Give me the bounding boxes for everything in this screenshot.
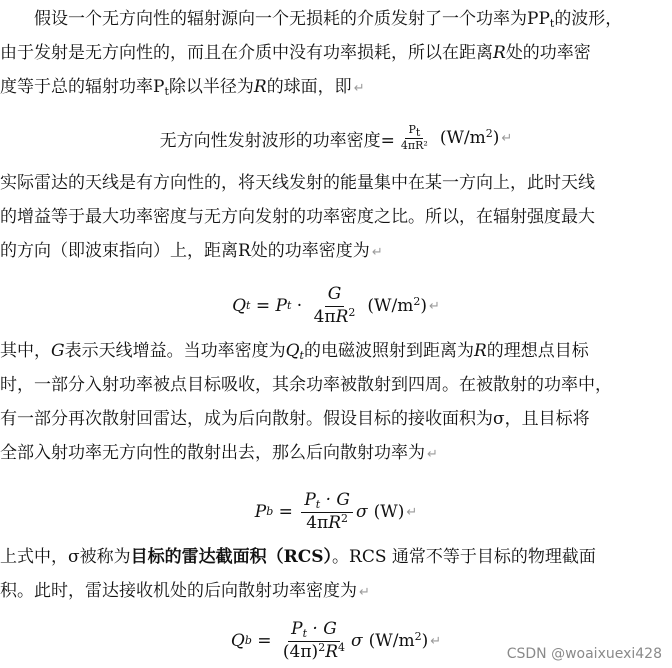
text-fragment: ) [492,128,500,148]
paragraph-mark: ↵ [371,245,383,260]
numerator [288,620,340,642]
text-fragment: 。RCS 通常不等于目标的物理截面 [332,547,596,567]
denominator [303,513,351,534]
text-span: 实际雷达的天线是有方向性的，将天线发射的能量集中在某一方向上，此时天线 [0,173,595,193]
text-fragment: (4π) [282,641,319,662]
text-fragment: 时，一部分入射功率被点目标吸收，其余功率被散射到四周。在被散射的功率中， [0,375,612,395]
fraction [398,124,431,152]
equation-2: Q t = P t · $\frac{G}{4\pi R^2}$ $(W/m^2)$ ↵ [232,283,440,327]
math-var: R [493,43,506,63]
text-span: P [538,9,550,29]
text-fragment: 积。此时，雷达接收机处的后向散射功率密度为 [0,581,357,601]
text-fragment: (W/m [439,128,486,148]
denominator [311,307,359,328]
math-var: P [275,296,287,316]
paragraph-mark: ↵ [359,585,370,600]
text-fragment: = [250,296,276,316]
text-fragment: (W/m [367,296,414,316]
math-var: Q [232,296,247,316]
text-span: 处的功率密 [505,43,591,63]
paragraph-4-line-1 [0,540,672,574]
equation-1 [0,118,672,158]
watermark: CSDN @woaixuexi428 [506,646,662,662]
text-fragment: = [273,502,299,522]
paragraph-mark: ↵ [353,81,365,96]
paragraph-1-line-1 [0,2,672,36]
bold-term: 目标的雷达截面积（RCS） [130,547,333,567]
paragraph-1-line-3 [0,70,672,104]
paragraph-4-line-2 [0,574,672,608]
paragraph-3-line-1 [0,334,672,368]
text-fragment: · G [307,618,337,639]
text-fragment: 2 [318,640,326,654]
equation-4: Q b = $\frac{P_t \cdot G}{(4\pi)^2R^4}$ σ $(W/m^2)$ ↵ [230,618,442,662]
text-fragment: P [291,618,303,639]
text-fragment: · G [320,489,350,510]
text-fragment: 的电磁波照射到距离为 [303,341,474,361]
text-fragment: P [304,489,316,510]
text-span: 的球面，即 [266,77,352,97]
text-fragment: (W/m [368,631,415,651]
paragraph-mark: ↵ [429,298,440,314]
text-fragment: t [302,626,307,640]
paragraph-mark: ↵ [427,447,438,462]
text-fragment: 2 [414,630,422,643]
paragraph-3-line-3 [0,402,672,436]
text-fragment: t [415,125,421,139]
text-span: 的增益等于最大功率密度与无方向发射的功率密度之比。所以，在辐射强度最大 [0,207,595,227]
text-fragment: 2 [413,295,421,308]
unit [369,631,429,651]
paragraph-3-line-4 [0,436,672,470]
math-var: R [473,341,487,361]
numerator: G [325,285,345,307]
text-fragment: 表示天线增益。当功率密度为 [64,341,286,361]
unit [367,296,427,316]
text-fragment: ) [420,296,427,316]
paragraph-1-line-2 [0,36,672,70]
fraction [301,491,353,533]
math-var: P [254,502,267,522]
text-fragment: 全部入射功率无方向性的散射出去，那么后向散射功率为 [0,443,425,463]
text-span: 度等于总的辐射功率P [0,77,165,97]
paragraph-2-line-1 [0,166,672,200]
equation-label: 无方向性发射波形的功率密度= [159,130,395,151]
text-span: 的波形， [554,9,623,29]
paragraph-3-line-2 [0,368,672,402]
text-fragment: 2 [485,127,493,140]
fraction [311,285,359,327]
paragraph-2-line-2 [0,200,672,234]
subscript: t [164,85,169,98]
numerator [301,491,353,513]
math-var: σ [351,631,363,651]
text-span: 由于发射是无方向性的，而且在介质中没有功率损耗，所以在距离 [0,43,493,63]
text-fragment: t [299,349,304,362]
math-var: σ [355,502,368,522]
text-fragment: 上式中，σ被称为 [0,547,131,567]
text-fragment: 4 [338,640,345,654]
text-fragment: R [328,512,342,533]
text-fragment: 4π [306,512,329,533]
unit: (W) [373,502,405,522]
denominator: 4πR² [400,138,428,152]
text-span: 假设一个无方向性的辐射源向一个无损耗的介质发射了一个功率为P [34,9,539,29]
math-var: Q [230,631,245,651]
paragraph-2-line-3 [0,234,672,268]
equation-3: P b = $\frac{P_t \cdot G}{4\pi R^2}$ σ (W) ↵ [254,489,418,533]
text-span: 除以半径为 [168,77,254,97]
text-fragment: 4π [313,306,336,327]
text-fragment: ) [421,631,429,651]
subscript: t [549,17,555,30]
denominator [280,642,348,663]
paragraph-mark: ↵ [501,130,513,146]
math-var: G [51,341,65,361]
text-fragment: 2 [341,511,349,525]
text-fragment: 2 [348,305,356,319]
unit [440,128,500,148]
text-fragment: R [325,641,338,662]
math-var: Q [285,341,300,361]
text-fragment: 其中， [0,341,51,361]
paragraph-mark: ↵ [430,633,442,649]
paragraph-mark: ↵ [406,504,418,520]
text-fragment: R [335,306,349,327]
text-fragment: · [291,296,308,316]
fraction [280,620,348,662]
text-span: 的方向（即波束指向）上，距离R处的功率密度为 [0,241,370,261]
text-fragment: P [408,122,416,136]
math-var: R [253,77,267,97]
text-fragment: 有一部分再次散射回雷达，成为后向散射。假设目标的接收面积为σ，且目标将 [0,409,590,429]
text-fragment: 的理想点目标 [486,341,589,361]
text-fragment: = [251,631,277,651]
numerator [405,124,423,139]
text-fragment: t [315,497,321,511]
